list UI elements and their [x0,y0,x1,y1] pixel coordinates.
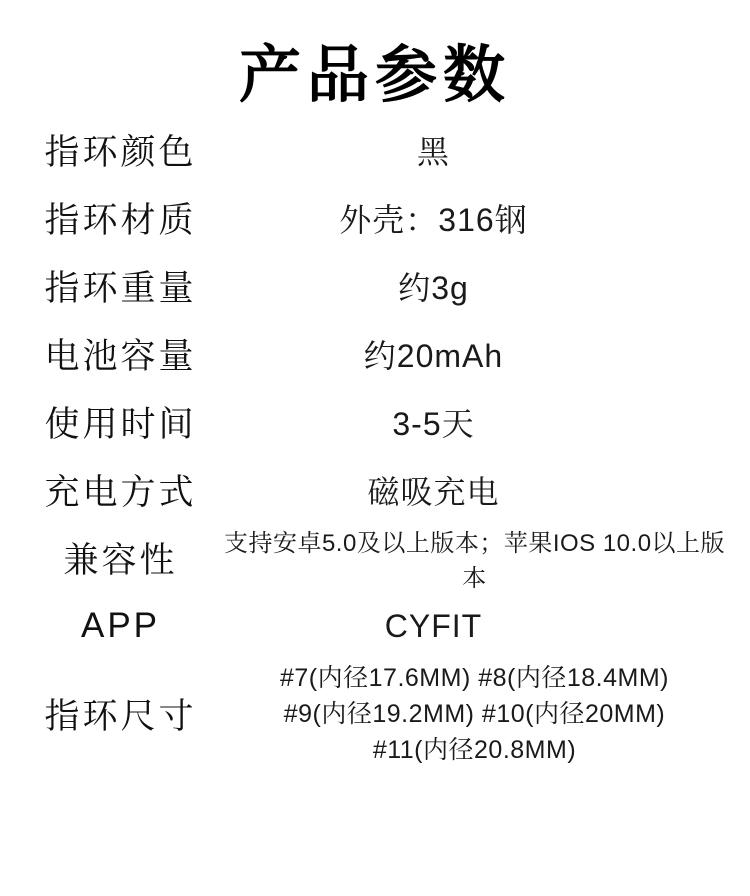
spec-value: 3-5天 [392,406,475,442]
spec-value: 约3g [398,270,469,306]
page-title: 产品参数 [238,41,511,110]
spec-value: 磁吸充电 [367,474,500,510]
spec-table [0,116,750,768]
spec-label: 电池容量 [44,337,197,376]
spec-value: 约20mAh [363,338,504,374]
spec-row-ring-material [0,184,750,252]
spec-label: 兼容性 [63,541,178,580]
spec-value: 黑 [416,134,450,170]
spec-label: 指环尺寸 [44,697,197,736]
spec-label: 充电方式 [44,473,197,512]
spec-row-usage-time [0,388,750,456]
spec-row-battery-capacity [0,320,750,388]
spec-value: CYFIT [384,607,483,644]
spec-label: 指环材质 [44,201,197,240]
spec-value [213,660,750,768]
spec-value: 支持安卓5.0及以上版本；苹果IOS 10.0以上版本 [223,530,726,592]
spec-label: APP [80,606,161,645]
spec-row-app [0,592,750,660]
spec-row-ring-color [0,116,750,184]
spec-label: 使用时间 [44,405,197,444]
spec-label: 指环颜色 [44,133,197,172]
ring-size-line: #7(内径17.6MM) #8(内径18.4MM) [280,664,669,692]
spec-row-charging-method [0,456,750,524]
spec-row-compatibility [0,524,750,592]
spec-value: 外壳：316钢 [339,202,528,238]
spec-label: 指环重量 [44,269,197,308]
ring-size-line: #11(内径20.8MM) [372,736,577,764]
spec-row-ring-sizes [0,660,750,768]
ring-size-line: #9(内径19.2MM) #10(内径20MM) [283,700,666,728]
spec-row-ring-weight [0,252,750,320]
